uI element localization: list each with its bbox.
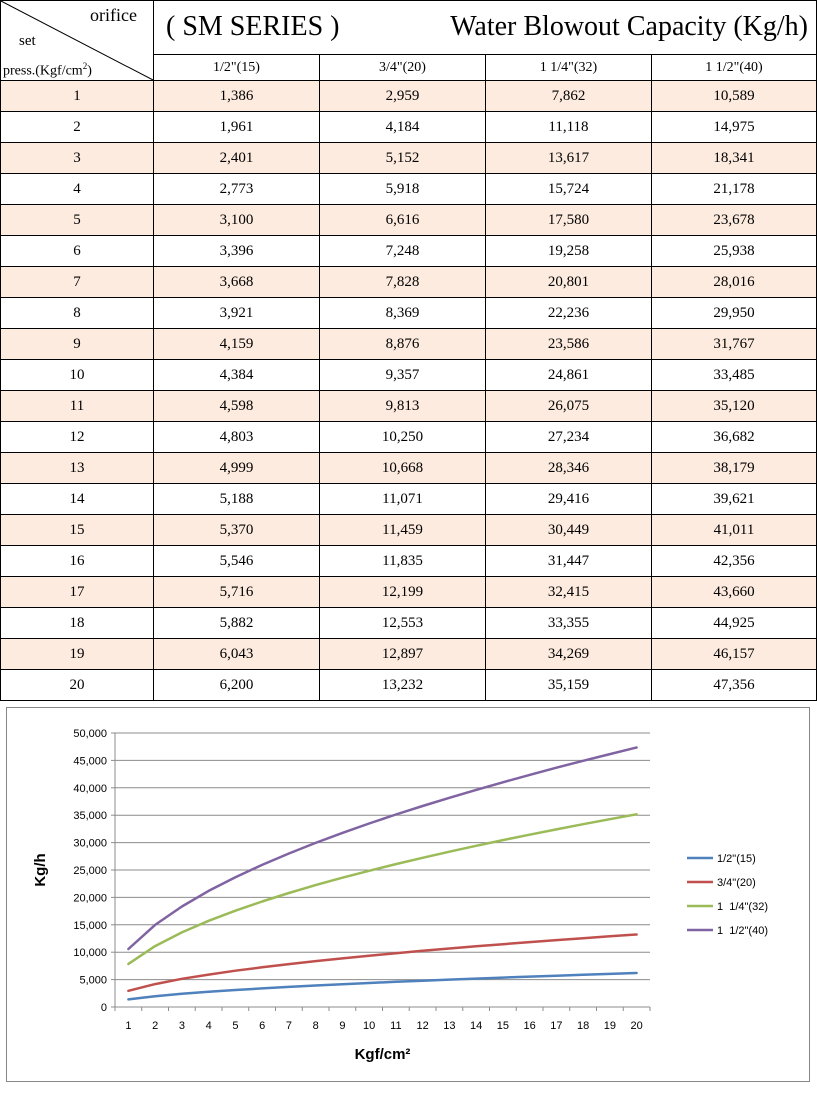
y-tick-label: 10,000 [73, 947, 107, 960]
pressure-cell: 1 [1, 81, 154, 112]
y-axis-title: Kg/h [32, 853, 49, 887]
capacity-cell: 4,384 [154, 360, 320, 391]
y-tick-label: 25,000 [73, 865, 107, 877]
table-row [1, 205, 817, 236]
capacity-cell: 34,269 [486, 639, 652, 670]
series-line [128, 748, 636, 950]
capacity-cell: 42,356 [652, 546, 817, 577]
capacity-cell: 12,553 [320, 608, 486, 639]
x-tick-label: 17 [550, 1020, 563, 1032]
capacity-cell: 3,100 [154, 205, 320, 236]
y-tick-label: 20,000 [73, 892, 107, 905]
capacity-cell: 12,897 [320, 639, 486, 670]
capacity-cell: 11,459 [320, 515, 486, 546]
table-row [1, 143, 817, 174]
capacity-cell: 20,801 [486, 267, 652, 298]
capacity-cell: 4,803 [154, 422, 320, 453]
capacity-cell: 31,447 [486, 546, 652, 577]
column-header: 3/4"(20) [320, 55, 486, 81]
capacity-title: Water Blowout Capacity (Kg/h) [450, 11, 808, 42]
capacity-cell: 5,546 [154, 546, 320, 577]
capacity-cell: 3,668 [154, 267, 320, 298]
capacity-cell: 12,199 [320, 577, 486, 608]
x-tick-label: 14 [470, 1020, 483, 1032]
table-row [1, 112, 817, 143]
pressure-cell: 2 [1, 112, 154, 143]
capacity-cell: 35,159 [486, 670, 652, 701]
capacity-cell: 8,876 [320, 329, 486, 360]
capacity-cell: 28,346 [486, 453, 652, 484]
table-row [1, 453, 817, 484]
capacity-cell: 5,882 [154, 608, 320, 639]
x-tick-label: 11 [390, 1020, 402, 1032]
x-tick-label: 7 [285, 1020, 292, 1032]
pressure-cell: 19 [1, 639, 154, 670]
capacity-cell: 41,011 [652, 515, 817, 546]
pressure-cell: 10 [1, 360, 154, 391]
capacity-cell: 24,861 [486, 360, 652, 391]
x-tick-label: 5 [232, 1020, 239, 1032]
series-line [128, 814, 636, 964]
y-tick-label: 35,000 [73, 810, 107, 823]
capacity-cell: 39,621 [652, 484, 817, 515]
capacity-cell: 5,152 [320, 143, 486, 174]
pressure-cell: 6 [1, 236, 154, 267]
capacity-cell: 7,862 [486, 81, 652, 112]
column-header: 1 1/4"(32) [486, 55, 652, 81]
capacity-cell: 31,767 [652, 329, 817, 360]
x-tick-label: 9 [339, 1020, 346, 1032]
capacity-cell: 32,415 [486, 577, 652, 608]
x-tick-label: 2 [152, 1020, 159, 1032]
x-tick-label: 15 [496, 1020, 509, 1032]
capacity-cell: 4,999 [154, 453, 320, 484]
x-tick-label: 10 [363, 1020, 376, 1032]
table-row [1, 670, 817, 701]
legend-label: 1/2"(15) [717, 853, 756, 865]
capacity-cell: 5,918 [320, 174, 486, 205]
capacity-cell: 4,598 [154, 391, 320, 422]
y-tick-label: 45,000 [73, 755, 107, 768]
table-row [1, 360, 817, 391]
capacity-cell: 23,678 [652, 205, 817, 236]
pressure-cell: 7 [1, 267, 154, 298]
chart-canvas [7, 708, 809, 1081]
capacity-cell: 5,716 [154, 577, 320, 608]
capacity-cell: 19,258 [486, 236, 652, 267]
pressure-cell: 9 [1, 329, 154, 360]
y-tick-label: 15,000 [73, 919, 107, 932]
x-tick-label: 12 [416, 1020, 429, 1032]
x-tick-label: 1 [125, 1020, 132, 1032]
table-row [1, 267, 817, 298]
pressure-cell: 8 [1, 298, 154, 329]
capacity-cell: 13,232 [320, 670, 486, 701]
capacity-cell: 27,234 [486, 422, 652, 453]
table-row [1, 484, 817, 515]
capacity-cell: 46,157 [652, 639, 817, 670]
legend-label: 1 1/2"(40) [717, 925, 768, 937]
x-tick-label: 8 [312, 1020, 319, 1032]
pressure-cell: 3 [1, 143, 154, 174]
y-tick-label: 30,000 [73, 837, 107, 850]
pressure-cell: 16 [1, 546, 154, 577]
capacity-cell: 35,120 [652, 391, 817, 422]
capacity-cell: 30,449 [486, 515, 652, 546]
capacity-cell: 47,356 [652, 670, 817, 701]
capacity-cell: 10,250 [320, 422, 486, 453]
capacity-cell: 15,724 [486, 174, 652, 205]
capacity-cell: 4,184 [320, 112, 486, 143]
pressure-cell: 5 [1, 205, 154, 236]
capacity-cell: 1,961 [154, 112, 320, 143]
capacity-cell: 17,580 [486, 205, 652, 236]
capacity-cell: 33,355 [486, 608, 652, 639]
capacity-cell: 1,386 [154, 81, 320, 112]
pressure-cell: 12 [1, 422, 154, 453]
capacity-cell: 9,813 [320, 391, 486, 422]
table-row [1, 298, 817, 329]
capacity-cell: 29,416 [486, 484, 652, 515]
table-row [1, 546, 817, 577]
table-row [1, 639, 817, 670]
capacity-cell: 4,159 [154, 329, 320, 360]
capacity-cell: 8,369 [320, 298, 486, 329]
table-row [1, 236, 817, 267]
capacity-cell: 10,589 [652, 81, 817, 112]
series-line [128, 973, 636, 999]
capacity-cell: 5,370 [154, 515, 320, 546]
capacity-cell: 18,341 [652, 143, 817, 174]
table-row [1, 577, 817, 608]
x-tick-label: 4 [205, 1020, 212, 1032]
y-tick-label: 40,000 [73, 782, 107, 795]
capacity-cell: 6,043 [154, 639, 320, 670]
x-tick-label: 18 [577, 1020, 590, 1032]
capacity-cell: 7,248 [320, 236, 486, 267]
capacity-cell: 7,828 [320, 267, 486, 298]
capacity-cell: 13,617 [486, 143, 652, 174]
y-tick-label: 50,000 [73, 728, 107, 740]
capacity-cell: 6,200 [154, 670, 320, 701]
capacity-cell: 9,357 [320, 360, 486, 391]
x-tick-label: 6 [259, 1020, 266, 1032]
capacity-cell: 5,188 [154, 484, 320, 515]
capacity-cell: 11,071 [320, 484, 486, 515]
pressure-cell: 18 [1, 608, 154, 639]
capacity-cell: 38,179 [652, 453, 817, 484]
pressure-cell: 14 [1, 484, 154, 515]
pressure-cell: 13 [1, 453, 154, 484]
column-header: 1/2"(15) [154, 55, 320, 81]
capacity-cell: 25,938 [652, 236, 817, 267]
capacity-cell: 43,660 [652, 577, 817, 608]
capacity-cell: 2,773 [154, 174, 320, 205]
y-tick-label: 0 [100, 1002, 107, 1014]
capacity-cell: 3,921 [154, 298, 320, 329]
capacity-cell: 6,616 [320, 205, 486, 236]
column-header: 1 1/2"(40) [652, 55, 817, 81]
capacity-cell: 33,485 [652, 360, 817, 391]
capacity-chart [6, 707, 810, 1082]
table-row [1, 174, 817, 205]
legend-label: 1 1/4"(32) [717, 901, 768, 913]
press-unit-label: $press.(Kgf/cm^2)$ [3, 61, 92, 79]
pressure-cell: 4 [1, 174, 154, 205]
pressure-cell: 11 [1, 391, 154, 422]
pressure-cell: 20 [1, 670, 154, 701]
capacity-cell: 21,178 [652, 174, 817, 205]
capacity-cell: 10,668 [320, 453, 486, 484]
table-row [1, 329, 817, 360]
legend-label: 3/4"(20) [717, 877, 756, 889]
table-row [1, 422, 817, 453]
title-cell [154, 1, 817, 55]
x-axis-title: Kgf/cm² [354, 1046, 411, 1063]
capacity-cell: 2,401 [154, 143, 320, 174]
table-row [1, 608, 817, 639]
orifice-label: orifice [90, 5, 137, 25]
capacity-cell: 3,396 [154, 236, 320, 267]
capacity-cell: 2,959 [320, 81, 486, 112]
capacity-cell: 26,075 [486, 391, 652, 422]
pressure-cell: 17 [1, 577, 154, 608]
x-tick-label: 13 [443, 1020, 456, 1032]
x-tick-label: 3 [178, 1020, 185, 1032]
table-row [1, 81, 817, 112]
capacity-cell: 28,016 [652, 267, 817, 298]
capacity-cell: 44,925 [652, 608, 817, 639]
capacity-cell: 22,236 [486, 298, 652, 329]
capacity-cell: 23,586 [486, 329, 652, 360]
x-tick-label: 19 [603, 1020, 616, 1032]
table-row [1, 391, 817, 422]
capacity-cell: 11,118 [486, 112, 652, 143]
x-tick-label: 20 [630, 1020, 643, 1032]
capacity-cell: 11,835 [320, 546, 486, 577]
capacity-cell: 14,975 [652, 112, 817, 143]
y-tick-label: 5,000 [79, 974, 107, 987]
set-label: set [19, 33, 36, 49]
corner-header-cell [1, 1, 154, 81]
capacity-cell: 29,950 [652, 298, 817, 329]
series-title: ( SM SERIES ) [166, 11, 340, 42]
capacity-cell: 36,682 [652, 422, 817, 453]
pressure-cell: 15 [1, 515, 154, 546]
table-row [1, 515, 817, 546]
x-tick-label: 16 [523, 1020, 536, 1032]
